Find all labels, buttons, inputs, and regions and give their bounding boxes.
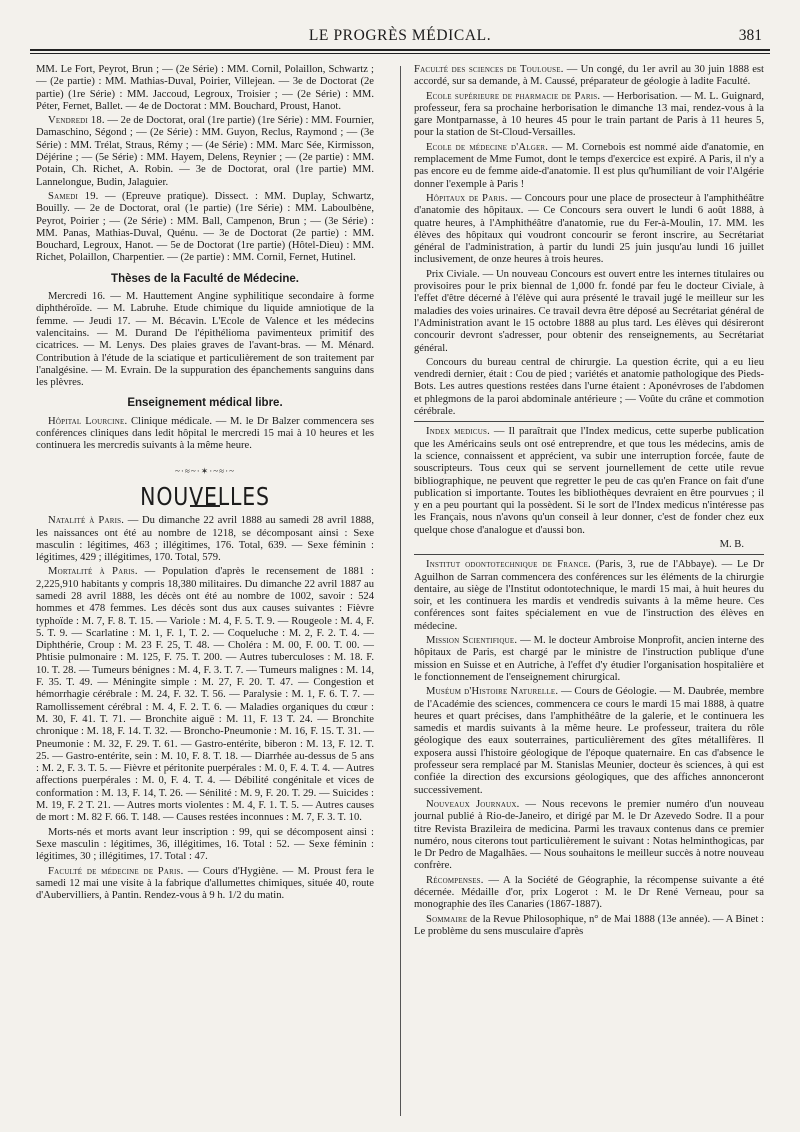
faculte-medecine-paris bbox=[36, 866, 374, 903]
enseignement-heading: Enseignement médical libre. bbox=[127, 397, 283, 410]
ecole-alger bbox=[414, 142, 764, 191]
hopital-lourcine bbox=[36, 416, 374, 453]
ecole-alger-lead: Ecole de médecine d'Alger. bbox=[426, 141, 549, 153]
index-medicus-text: — Il paraîtrait que l'Index medicus, cette superbe publication que les Américains seuls ont osé entreprendre, et que tous les médecins, amis de la science, connaissent et apprécient, va subir une interruption forcée, faute de souscripteurs. Tous ceux qui se servent journellement de cette utile revue bibliographique, ne peuvent que regretter le peu de cas qu'en France on fait d'une publication si importante. Toutes les bibliothèques devraient en être pourvues ; il y en a peu pourtant qui la possèdent. Si le sort de l'Index medicus n'intéresse pas les Français, nous n'avons qu'un conseil à leur donner, c'est de fonder chez eux quelque chose d'analogue et d'aussi bon. bbox=[414, 426, 764, 536]
concours-bureau-central: Concours du bureau central de chirurgie. La question écrite, qui a eu lieu vendredi dernier, était : Cou de pied ; variétés et anatomie pathologique des Pieds-Bots. Les autres questions restées dans l'urne étaient : Aponévroses de l'abdomen et phlegmons de la paroi abdominale antérieure ; — Voûte du crâne et commotion cérébrale. bbox=[414, 356, 764, 418]
exam-vendredi-text: — 2e de Doctorat, oral (1re partie) (1re Série) : MM. Fournier, Damaschino, Ségond ; — (2e Série) : MM. Guyon, Reclus, Raymond ; — (3e Série) : MM. Trélat, Straus, Rémy ; — (4e Série) : MM. Marc Sée, Kirmisson, Déjérine ; — (5e Série) : MM. Hayem, Delens, Reynier ; — (2e partie) : MM. Potain, Ch. Richet, A. Robin. — 3e de Doctorat, oral (1re partie) MM. Lannelongue, Budin, Jalaguier. bbox=[36, 115, 374, 188]
page-header bbox=[30, 24, 770, 48]
sommaire-revue bbox=[414, 914, 764, 939]
exam-vendredi-lead: Vendredi 18. bbox=[48, 115, 105, 127]
museum-text: — Cours de Géologie. — M. Daubrée, membre de l'Académie des sciences, commencera ce cours le mardi 15 mai 1888, à quatre heures et quart précises, dans l'amphithéâtre de la galerie, et le continuera les samedis et mardis suivants à la même heure. Le professeur, traitera du rôle géologique des eaux souterraines, particulièrement des gîtes métallifères. Il exposera aussi l'histoire géologique de l'époque quaternaire. En cas d'absence le professeur sera remplacé par M. Stanislas Meunier, docteur ès sciences, à qui est confiée la direction des excursions géologiques, que des affiches annonceront successivement. bbox=[414, 686, 765, 796]
recompenses-lead: Récompenses. bbox=[426, 874, 484, 886]
journal-title: LE PROGRÈS MÉDICAL. bbox=[308, 27, 492, 44]
exam-vendredi bbox=[36, 115, 374, 189]
theses-list: Mercredi 16. — M. Hauttement Angine syphilitique secondaire à forme diphthéroïde. — M. Labruhe. Etude chimique du liquide amniotique de la femme. — Jeudi 17. — M. Bécavin. L'Ecole de Valence et les médecins valencitains. — M. Durand De l'épithélioma pavimenteux primitif des cicatrices. — M. Lenys. Des plaies graves de l'avant-bras. — M. Ménard. Contribution à l'étude de la sciatique et particulièrement de son traitement par l'analgésine. — M. Evrain. De la suppuration des épanchements sanguins dans les plèvres. bbox=[36, 291, 374, 389]
faculte-medecine-lead: Faculté de médecine de Paris. bbox=[48, 865, 184, 877]
institut-odontotechnique bbox=[414, 559, 764, 633]
column-divider bbox=[400, 66, 401, 1116]
mission-scientifique bbox=[414, 635, 764, 684]
header-rule-thin bbox=[30, 53, 770, 54]
section-rule bbox=[414, 554, 764, 555]
mission-text: — M. le docteur Ambroise Monprofit, ancien interne des hôpitaux de Paris, est chargé par le ministre de l'instruction publique d'une mission en Suisse et en Autriche, à l'effet d'y étudier l'organisation hospitalière et le fonctionnement de l'enseignement chirurgical. bbox=[414, 635, 765, 683]
exam-schedule-continued: MM. Le Fort, Peyrot, Brun ; — (2e Série) : MM. Cornil, Polaillon, Schwartz ; — (2e partie) : MM. Mathias-Duval, Poirier, Villejean. — 3e de Doctorat (2e partie) (1re Série) : MM. Jaccoud, Legroux, Troisier ; — (2e Série) : MM. Péter, Fernet, Ballet. — 4e de Doctorat : MM. Bouchard, Proust, Hanot. bbox=[36, 64, 374, 112]
nouvelles-heading: NOUVELLES bbox=[140, 481, 270, 511]
section-ornament: ~·≈~·✶·~≈·~ bbox=[175, 465, 235, 476]
journaux-lead: Nouveaux Journaux. bbox=[426, 798, 520, 810]
journaux-text: — Nous recevons le premier numéro d'un nouveau journal publié à Rio-de-Janeiro, et dirigé par M. le Dr Azevedo Sodre. Il a pour titre Revista Brazileira de medicina. Parmi les travaux contenus dans ce premier numéro, nous citerons tout particulièrement le suivant : Notas helminthogicas, par le Dr Pedro de Magalhães. — Nous souhaitons le meilleur succès à notre nouveau confrère. bbox=[414, 798, 764, 872]
section-rule bbox=[414, 421, 764, 422]
natalite-paris bbox=[36, 515, 374, 564]
mortalite-paris bbox=[36, 566, 374, 824]
institut-lead: Institut odontotechnique de France. bbox=[426, 559, 591, 571]
natalite-text: — Du dimanche 22 avril 1888 au samedi 28 avril 1888, les naissances ont été au nombre de 1218, se décomposant ainsi : Sexe masculin : légitimes, 463 ; illégitimes, 176. Total, 639. — Sexe féminin : légitimes, 429 ; illégitimes, 170. Total, 579. bbox=[36, 515, 374, 564]
exam-samedi-text: — (Epreuve pratique). Dissect. : MM. Duplay, Schwartz, Bouilly. — 2e de Doctorat, oral (1e partie) (1re Série) : MM. Laboulbène, Peyrot, Poirier ; — (2e Série) : MM. Ball, Campenon, Brun ; — (3e Série) : MM. Panas, Mathias-Duval, Quénu. — 3e de Doctorat (2e partie) : MM. Bouchard, Legroux, Hanot. — 5e de Doctorat (1re partie) (Hôtel-Dieu) : MM. Richet, Polaillon, Charpentier. — (2e partie) : MM. Cornil, Fernet, Hutinel. bbox=[36, 190, 374, 264]
morts-nes: Morts-nés et morts avant leur inscription : 99, qui se décomposent ainsi : Sexe masculin : légitimes, 36, illégitimes, 16. Total : 52. — Sexe féminin : légitimes, 30 ; illégitimes, 17. Total : 47. bbox=[36, 826, 374, 863]
ecole-pharmacie-text: — Herborisation. — M. L. Guignard, professeur, fera sa prochaine herborisation le dimanche 13 mai, rendez-vous à la gare Montparnasse, à 10 heures 45 pour le train partant de Paris à 11 heures 5, pour la station de St-Cloud-Versailles. bbox=[414, 90, 764, 139]
mortalite-text: — Population d'après le recensement de 1881 : 2,225,910 habitants y compris 18,380 militaires. Du dimanche 22 avril 1887 au samedi 28 avril 1888, les décès ont été au nombre de 1002, savoir : 524 hommes et 478 femmes. Les décès sont dus aux causes suivantes : Fièvre typhoïde : M. 7, F. 8. T. 15. — Variole : M. 4, F. 5. T. 9. — Rougeole : M. 4, F. 5. T. 9. — Scarlatine : M. 1, F. 1, T. 2. — Coqueluche : M. 2, F. 2. T. 4. — Diphthérie, Croup : M. 23 F. 25, T. 48. — Choléra : M. 00, F. 00. T. 00. — Phtisie pulmonaire : M. 125, F. 75. T. 200. — Autres tuberculoses : M. 18. F. 10. T. 28. — Tumeurs bénignes : M. 4, F. 3. T. 7. — Tumeurs malignes : M. 14, F. 35. T. 49. — Méningite simple : M. 27, F. 20. T. 47. — Congestion et hémorrhagie cérébrale : M. 24, F. 32. T. 56. — Paralysie : M. 1, F. 6. T. 7. — Ramollissement cérébral : M. 4, F. 2. T. 6. — Maladies organiques du cœur : M. 30, F. 41. T. 71. — Bronchite aiguë : M. 11, F. 13 T. 24. — Bronchite chronique : M. 18, F. 14. T. 32. — Broncho-Pneumonie : M. 16, F. 15. T. 31. — Pneumonie : M. 32, F. 29. T. 61. — Gastro-entérite, biberon : M. 13, F. 12. T. 25. — Gastro-entérite, sein : M. 10, F. 8. T. 18. — Diarrhée au-dessus de 5 ans : M. 2, F. 3. T. 5. — Fièvre et péritonite puerpérales : M. 0, F. 4. T. 4. — Autres affections puerpérales : M. 0, F. 4. T. 4. — Débilité congénitale et vices de conformation : M. 13, F. 14, T. 26. — Sénilité : M. 9, F. 20. T. 29. — Suicides : M. 19, F. 2 T. 21. — Autres morts violentes : M. 4, F. 1. T. 5. — Autres causes de mort : M. 82 F. 66. T. 148. — Causes restées inconnues : M. 7, F. 3. T. 10. bbox=[36, 566, 374, 824]
mission-lead: Mission Scientifique. bbox=[426, 635, 518, 647]
index-medicus-signature: M. B. bbox=[719, 538, 744, 550]
hopital-lourcine-text: Clinique médicale. — M. le Dr Balzer commencera ses conférences cliniques dans ledit hôpital le mercredi 15 mai à 10 heures et les continuera les mercredis suivants à la même heure. bbox=[36, 415, 374, 452]
ecole-pharmacie bbox=[414, 91, 764, 140]
faculte-toulouse-lead: Faculté des sciences de Toulouse. bbox=[414, 64, 564, 75]
hopitaux-paris bbox=[414, 193, 764, 267]
hopitaux-paris-lead: Hôpitaux de Paris. bbox=[426, 192, 508, 204]
hopitaux-paris-text: — Concours pour une place de prosecteur à l'amphithéâtre d'anatomie des hôpitaux. — Ce Concours sera ouvert le lundi 6 août 1888, à quatre heures, à l'Amphithéâtre d'anatomie, rue du Fer-à-Moulin, 17. MM. les élèves des hôpitaux qui voudront concourir se feront inscrire, au Secrétariat général de l'administration, à partir du lundi 25 juin jusqu'au lundi 16 juillet inclusivement, de onze heures à trois heures. bbox=[414, 192, 764, 266]
sommaire-lead: Sommaire bbox=[426, 913, 468, 925]
mortalite-lead: Mortalité à Paris. bbox=[48, 566, 138, 578]
ecole-alger-text: — M. Cornebois est nommé aide d'anatomie, en remplacement de Mme Fumot, dont le temps d'exercice est expiré. A Paris, il n'y a pas encore eu de femme aide-d'anatomie. Il est plus qu'humiliant de voir l'Algérie donner l'exemple à Paris ! bbox=[414, 141, 764, 190]
header-rule-thick bbox=[30, 49, 770, 51]
theses-heading: Thèses de la Faculté de Médecine. bbox=[111, 272, 299, 285]
exam-samedi bbox=[36, 191, 374, 265]
sommaire-text: de la Revue Philosophique, n° de Mai 1888 (13e année). — A Binet : Le problème du sens musculaire d'après bbox=[414, 913, 764, 937]
left-column bbox=[36, 64, 374, 904]
natalite-lead: Natalité à Paris. bbox=[48, 515, 125, 527]
exam-samedi-lead: Samedi 19. bbox=[48, 190, 99, 202]
recompenses bbox=[414, 875, 764, 912]
right-column bbox=[414, 64, 764, 940]
nouveaux-journaux bbox=[414, 799, 764, 873]
faculte-toulouse bbox=[414, 64, 764, 89]
index-medicus bbox=[414, 426, 764, 537]
ecole-pharmacie-lead: Ecole supérieure de pharmacie de Paris. bbox=[426, 90, 601, 102]
institut-text: (Paris, 3, rue de l'Abbaye). — Le Dr Aguilhon de Sarran commencera des conférences sur les éléments de la chirurgie dentaire, au siège de l'Institut odontotechnique, le mardi 15 mai, à huit heures du soir, et les continuera les mardis et vendredis suivants à la même heure. Ces conférences sont faites spécialement en vue de l'instruction des élèves en médecine. bbox=[414, 559, 764, 632]
recompenses-text: — A la Société de Géographie, la récompense suivante a été décernée. Médaille d'or, prix Logerot : M. le Dr René Verneau, pour sa monographie des îles Canaries (1867-1887). bbox=[414, 874, 764, 911]
museum-lead: Muséum d'Histoire Naturelle. bbox=[426, 686, 559, 698]
faculte-medecine-text: — Cours d'Hygiène. — M. Proust fera le samedi 12 mai une visite à la fabrique d'allumettes chimiques, située 40, route d'Aubervilliers, à Pantin. Rendez-vous à 9 h. 1/2 du matin. bbox=[36, 865, 374, 902]
hopital-lourcine-lead: Hôpital Lourcine. bbox=[48, 415, 128, 427]
index-medicus-lead: Index medicus. bbox=[426, 426, 490, 438]
page-number: 381 bbox=[738, 27, 762, 44]
museum-histoire-naturelle bbox=[414, 686, 764, 797]
faculte-toulouse-text: — Un congé, du 1er avril au 30 juin 1888 est accordé, sur sa demande, à M. Caussé, préparateur de géologie à ladite Faculté. bbox=[414, 64, 764, 88]
prix-civiale: Prix Civiale. — Un nouveau Concours est ouvert entre les internes titulaires ou provisoires pour le prix biennal de 1,000 fr. fondé par feu le docteur Civiale, à l'effet d'être décerné à l'élève qui aura présenté le travail jugé le meilleur sur les maladies des voies urinaires. Ce travail devra être déposé au Secrétariat général de l'Administration avant le 15 octobre 1888 au plus tard. Les élèves qui désireront concourir devront s'adresser, pour obtenir des renseignements, au Secrétariat général. bbox=[414, 268, 764, 354]
